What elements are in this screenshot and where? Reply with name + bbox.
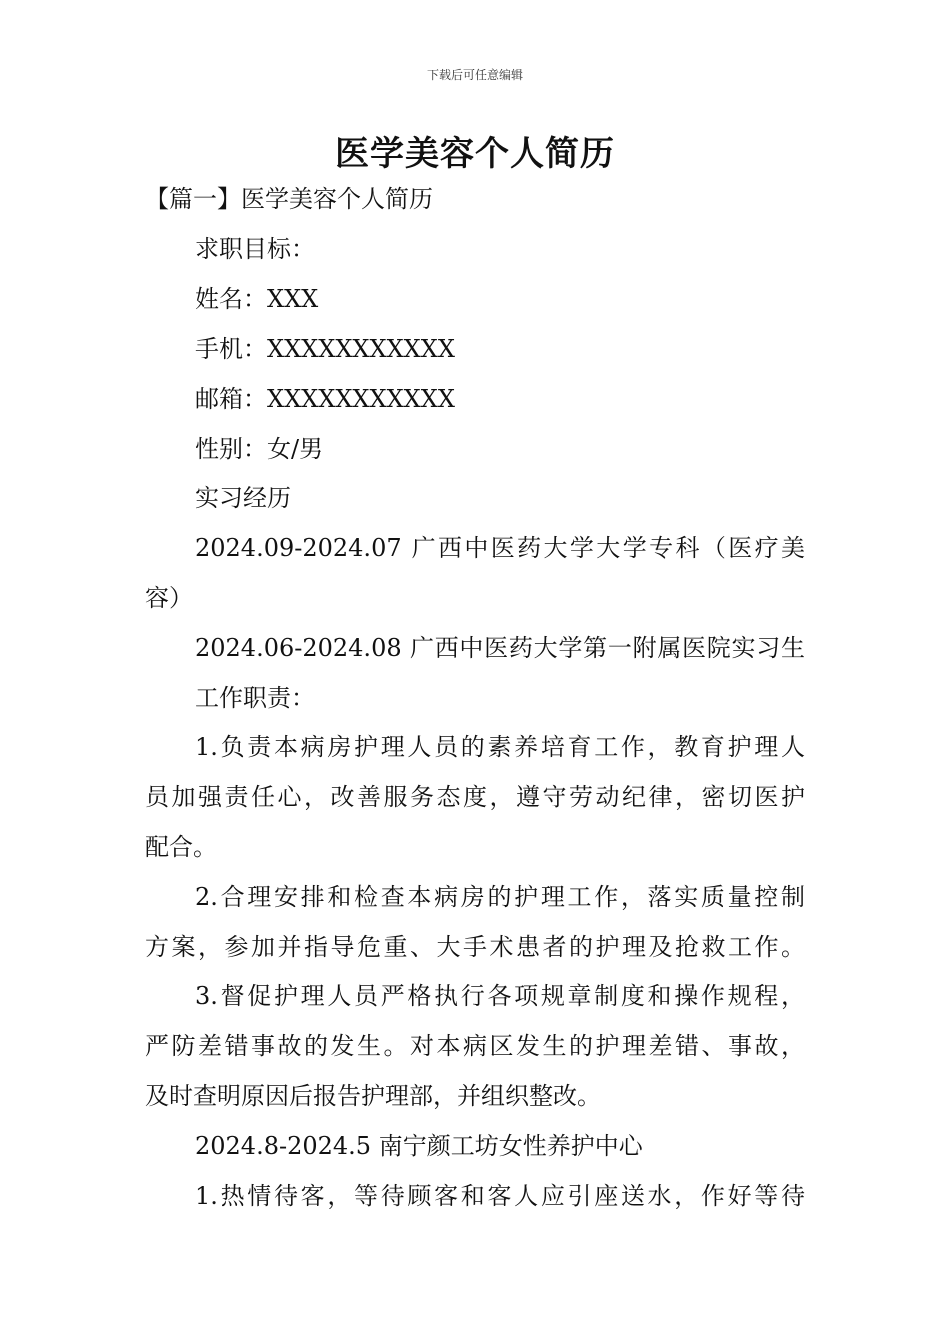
duty-3-line-3: 及时查明原因后报告护理部，并组织整改。 — [145, 1082, 601, 1110]
education-line: 2024.09-2024.07 广西中医药大学大学专科（医疗美 — [195, 534, 805, 562]
internship-heading: 实习经历 — [195, 484, 291, 512]
name-line: 姓名：XXX — [195, 285, 319, 313]
job-duty-1-line-1: 1.热情待客，等待顾客和客人应引座送水，作好等待 — [195, 1182, 805, 1210]
duty-1-line-2: 员加强责任心，改善服务态度，遵守劳动纪律，密切医护 — [145, 783, 805, 811]
job-line: 2024.8-2024.5 南宁颜工坊女性养护中心 — [195, 1132, 643, 1160]
phone-line: 手机：XXXXXXXXXXX — [195, 335, 455, 363]
gender-line: 性别：女/男 — [195, 435, 324, 463]
internship-line: 2024.06-2024.08 广西中医药大学第一附属医院实习生 — [195, 634, 805, 662]
duties-heading: 工作职责： — [195, 684, 315, 712]
header-note: 下载后可任意编辑 — [426, 68, 523, 82]
duty-1-line-1: 1.负责本病房护理人员的素养培育工作，教育护理人 — [195, 733, 805, 761]
document-title: 医学美容个人简历 — [335, 134, 615, 174]
job-objective-label: 求职目标： — [195, 235, 315, 263]
duty-3-line-1: 3.督促护理人员严格执行各项规章制度和操作规程， — [195, 982, 805, 1010]
duty-2-line-1: 2.合理安排和检查本病房的护理工作，落实质量控制 — [195, 883, 805, 911]
section-heading: 【篇一】医学美容个人简历 — [145, 185, 433, 213]
education-line-cont: 容） — [145, 584, 193, 612]
duty-3-line-2: 严防差错事故的发生。对本病区发生的护理差错、事故， — [145, 1032, 805, 1060]
duty-2-line-2: 方案，参加并指导危重、大手术患者的护理及抢救工作。 — [145, 933, 805, 961]
duty-1-line-3: 配合。 — [145, 833, 217, 861]
email-line: 邮箱：XXXXXXXXXXX — [195, 385, 455, 413]
